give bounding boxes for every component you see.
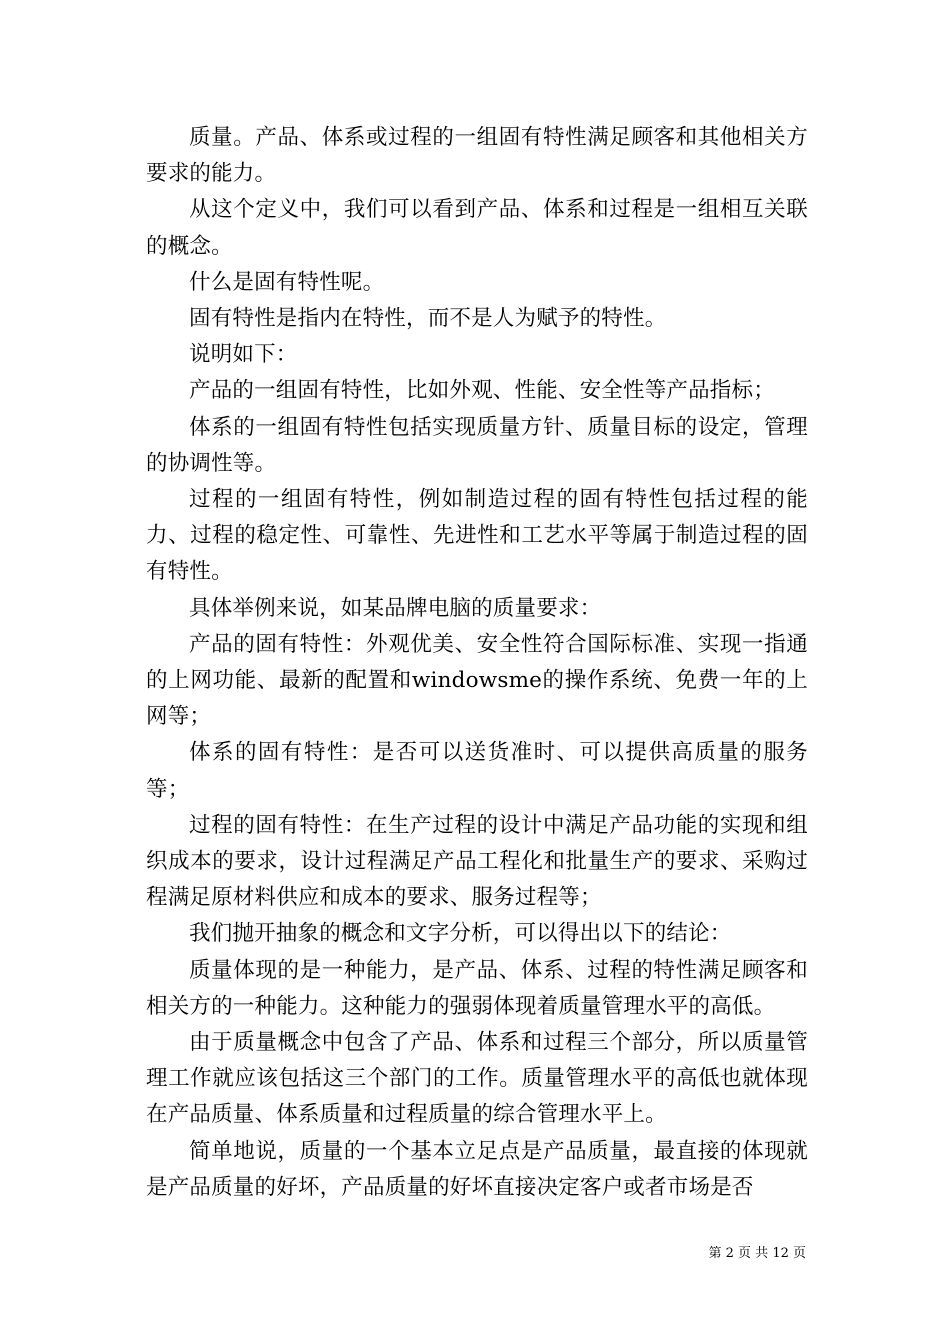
page-number-footer: 第 2 页 共 12 页	[708, 1246, 806, 1261]
paragraph: 质量体现的是一种能力，是产品、体系、过程的特性满足顾客和相关方的一种能力。这种能力的强弱体现着质量管理水平的高低。	[146, 957, 808, 1019]
paragraph: 过程的固有特性：在生产过程的设计中满足产品功能的实现和组织成本的要求，设计过程满足产品工程化和批量生产的要求、采购过程满足原材料供应和成本的要求、服务过程等；	[146, 812, 808, 911]
paragraph: 由于质量概念中包含了产品、体系和过程三个部分，所以质量管理工作就应该包括这三个部门的工作。质量管理水平的高低也就体现在产品质量、体系质量和过程质量的综合管理水平上。	[146, 1030, 808, 1128]
paragraph: 具体举例来说，如某品牌电脑的质量要求：	[189, 595, 602, 621]
paragraph: 说明如下：	[189, 342, 298, 368]
paragraph: 体系的一组固有特性包括实现质量方针、质量目标的设定，管理的协调性等。	[146, 414, 808, 476]
document-body	[146, 120, 808, 1206]
paragraph: 什么是固有特性呢。	[189, 269, 385, 295]
paragraph: 我们抛开抽象的概念和文字分析，可以得出以下的结论：	[189, 921, 732, 947]
paragraph: 过程的一组固有特性，例如制造过程的固有特性包括过程的能力、过程的稳定性、可靠性、先进性和工艺水平等属于制造过程的固有特性。	[146, 487, 808, 585]
paragraph: 质量。产品、体系或过程的一组固有特性满足顾客和其他相关方要求的能力。	[146, 125, 808, 187]
paragraph: 从这个定义中，我们可以看到产品、体系和过程是一组相互关联的概念。	[146, 197, 808, 259]
paragraph: 产品的一组固有特性，比如外观、性能、安全性等产品指标；	[189, 378, 775, 404]
paragraph: 固有特性是指内在特性，而不是人为赋予的特性。	[189, 306, 667, 332]
paragraph: 体系的固有特性：是否可以送货准时、可以提供高质量的服务等；	[146, 740, 808, 802]
paragraph: 简单地说，质量的一个基本立足点是产品质量，最直接的体现就是产品质量的好坏，产品质量的好坏直接决定客户或者市场是否	[146, 1138, 808, 1200]
paragraph: 产品的固有特性：外观优美、安全性符合国际标准、实现一指通的上网功能、最新的配置和windowsme的操作系统、免费一年的上网等；	[146, 631, 808, 730]
